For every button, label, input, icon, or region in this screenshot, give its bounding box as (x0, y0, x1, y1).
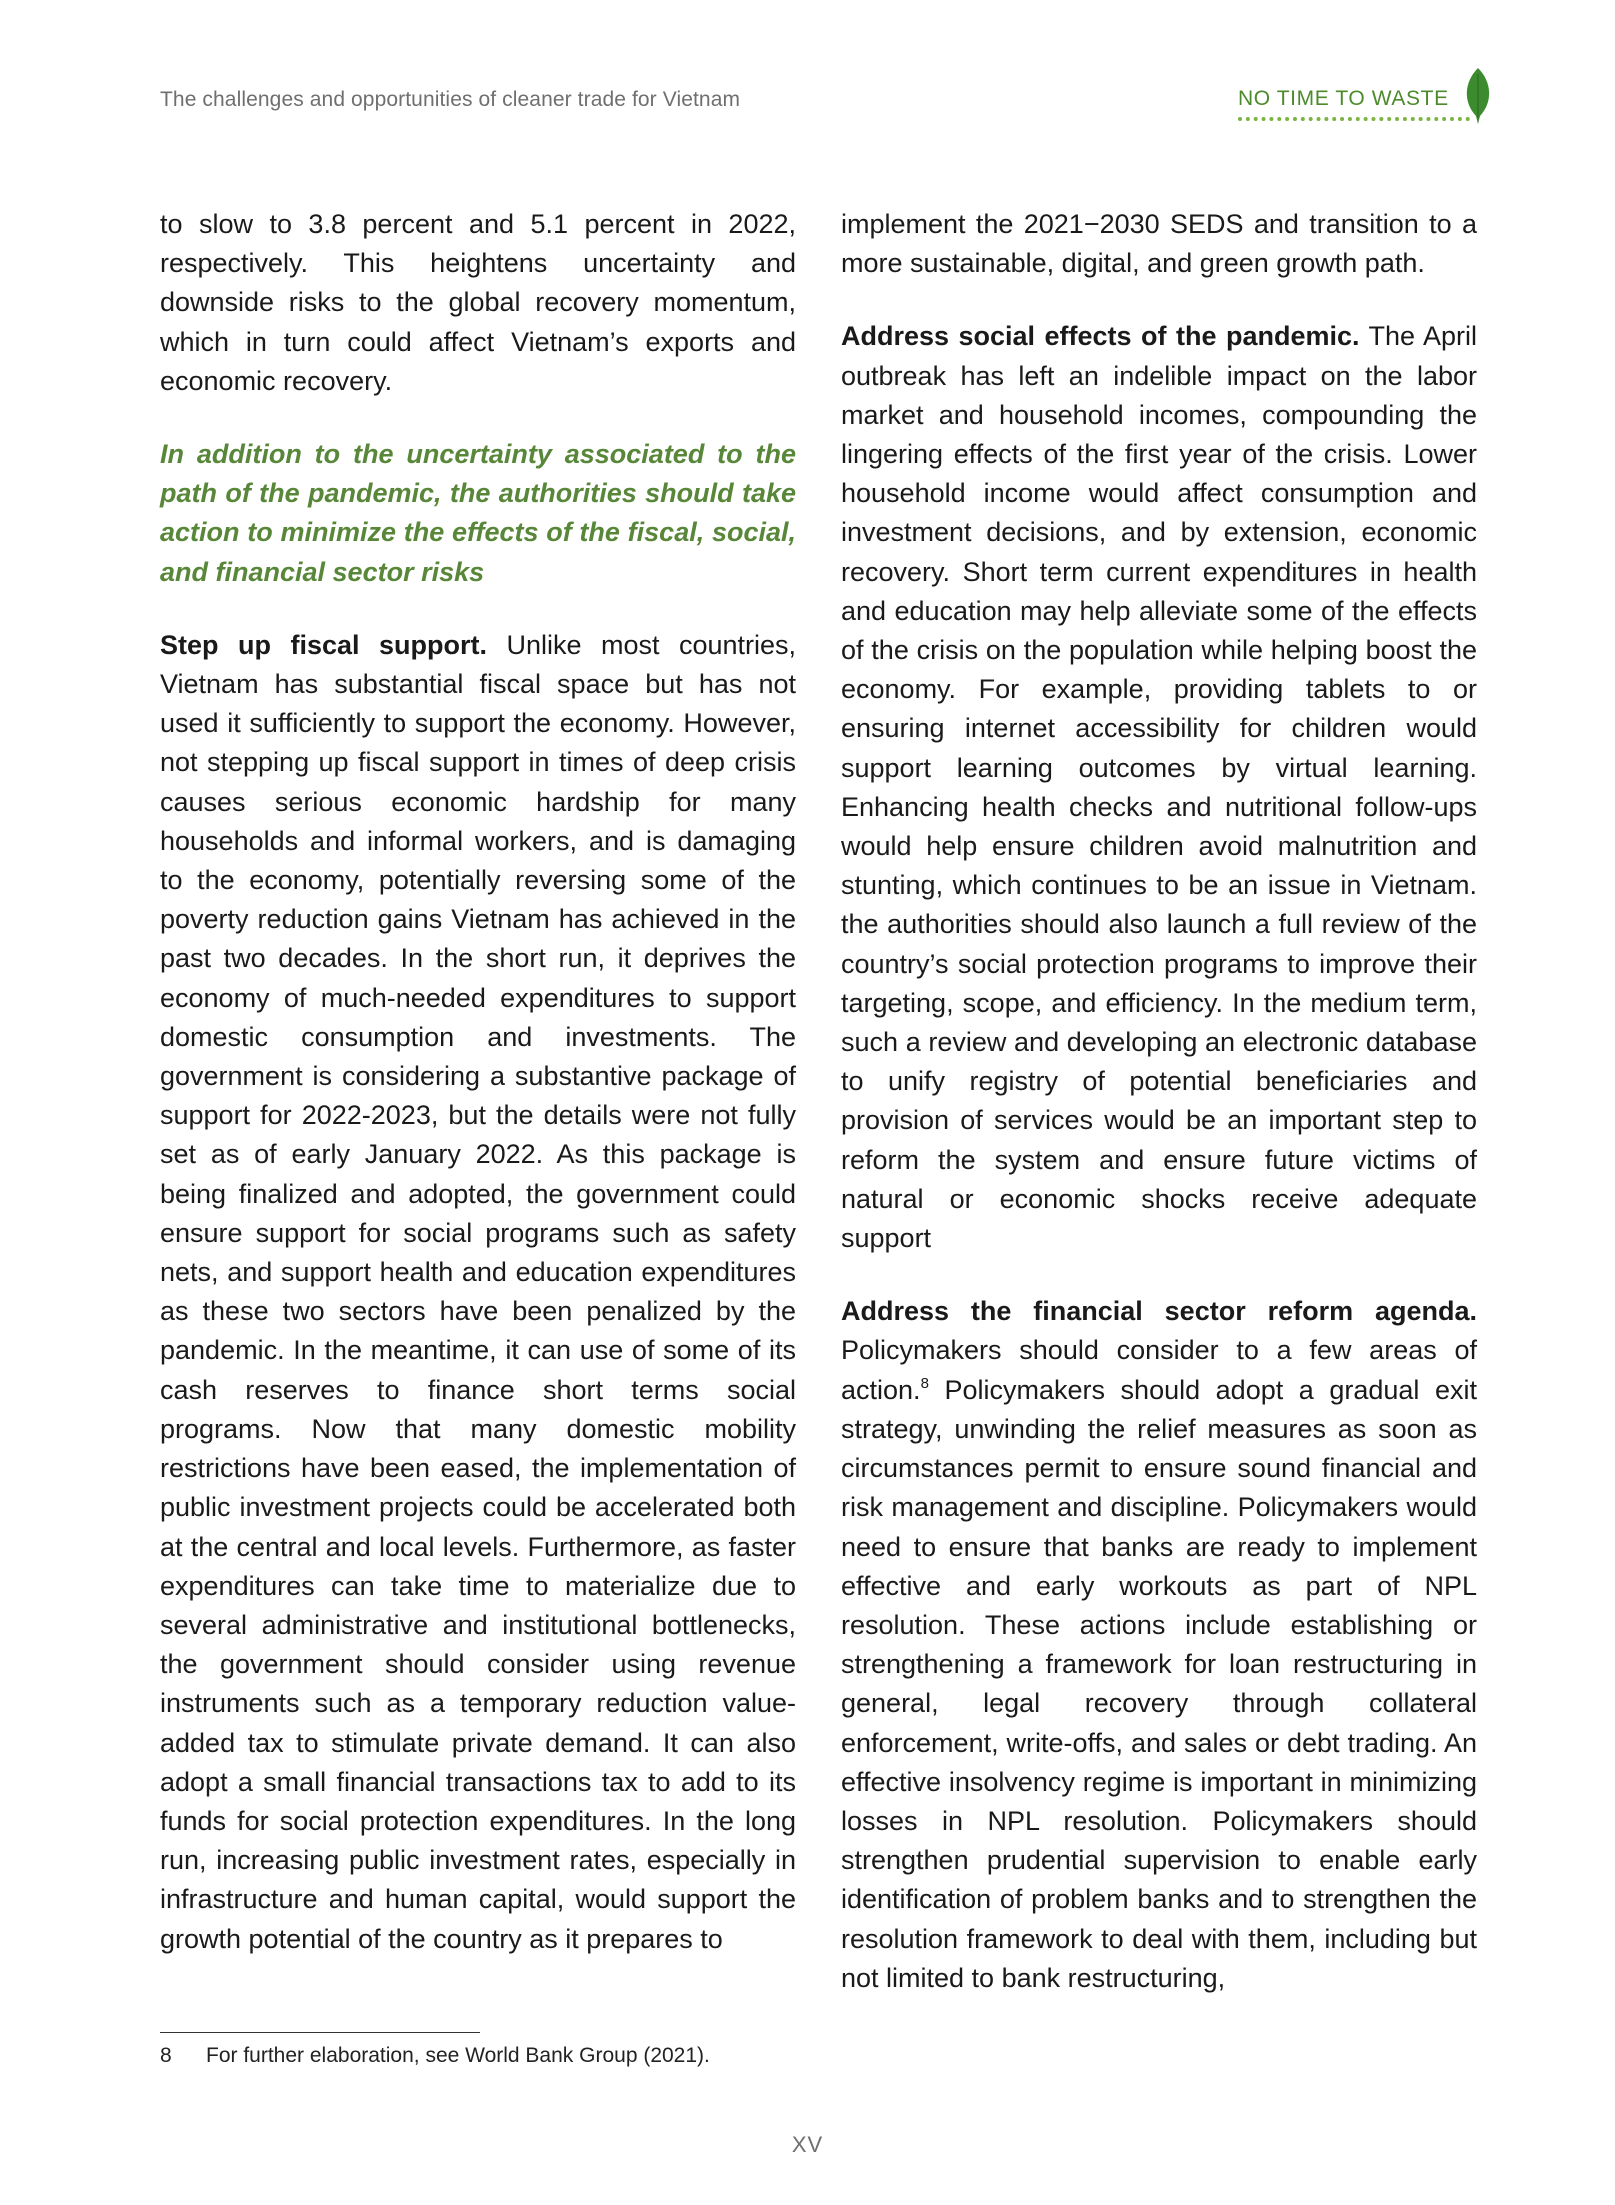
footnote-number: 8 (160, 2044, 172, 2067)
paragraph-lead: Step up fiscal support. (160, 629, 487, 660)
brand-dotted-rule (1238, 117, 1470, 121)
paragraph-social-effects (841, 317, 1477, 1258)
footnote-text: For further elaboration, see World Bank Group (2021). (206, 2044, 710, 2067)
footnote (160, 2042, 710, 2070)
paragraph-body: Policymakers should adopt a gradual exit strategy, unwinding the relief measures as soon as circumstances permit to ensure sound financial and risk management and discipline. Policymakers would need to ensure that banks are ready to implement effective and early workouts as part of NPL resolution. These actions include establishing or strengthening a framework for loan restructuring in general, legal recovery through collateral enforcement, write-offs, and sales or debt trading. An effective insolvency regime is important in minimizing losses in NPL resolution. Policymakers should strengthen prudential supervision to enable early identification of problem banks and to strengthen the resolution framework to deal with them, including but not limited to bank restructuring, (841, 1374, 1477, 1993)
footnote-divider (160, 2032, 480, 2033)
footnote-reference[interactable]: 8 (920, 1374, 929, 1392)
paragraph-fiscal-support (160, 626, 796, 1959)
paragraph-continuation: to slow to 3.8 percent and 5.1 percent in 2022, respectively. This heightens uncertainty and downside risks to the global recovery momentum, which in turn could affect Vietnam’s exports and economic recovery. (160, 209, 796, 396)
paragraph-financial-sector (841, 1292, 1477, 1998)
leaf-icon (1462, 66, 1494, 126)
paragraph-body: The April outbreak has left an indelible impact on the labor market and household incomes, compounding the lingering effects of the first year of the crisis. Lower household income would affect consumption and investment decisions, and by extension, economic recovery. Short term current expenditures in health and education may help alleviate some of the effects of the crisis on the population while helping boost the economy. For example, providing tablets to or ensuring internet accessibility for children would support learning outcomes by virtual learning. Enhancing health checks and nutritional follow-ups would help ensure children avoid malnutrition and stunting, which continues to be an issue in Vietnam. the authorities should also launch a full review of the country’s social protection programs to improve their targeting, scope, and efficiency. In the medium term, such a review and developing an electronic database to unify registry of potential beneficiaries and provision of services would be an important step to reform the system and ensure future victims of natural or economic shocks receive adequate support (841, 321, 1477, 1254)
paragraph-continuation: implement the 2021−2030 SEDS and transition to a more sustainable, digital, and green growth path. (841, 209, 1477, 279)
brand-label: NO TIME TO WASTE (1238, 87, 1449, 110)
right-column (841, 205, 1477, 2032)
callout-heading: In addition to the uncertainty associated to the path of the pandemic, the authorities should take action to minimize the effects of the fiscal, social, and financial sector risks (160, 439, 796, 587)
paragraph-body: Unlike most countries, Vietnam has substantial fiscal space but has not used it sufficiently to support the economy. However, not stepping up fiscal support in times of deep crisis causes serious economic hardship for many households and informal workers, and is damaging to the economy, potentially reversing some of the poverty reduction gains Vietnam has achieved in the past two decades. In the short run, it deprives the economy of much-needed expenditures to support domestic consumption and investments. The government is considering a substantive package of support for 2022-2023, but the details were not fully set as of early January 2022. As this package is being finalized and adopted, the government could ensure support for social programs such as safety nets, and support health and education expenditures as these two sectors have been penalized by the pandemic. In the meantime, it can use of some of its cash reserves to finance short terms social programs. Now that many domestic mobility restrictions have been eased, the implementation of public investment projects could be accelerated both at the central and local levels. Furthermore, as faster expenditures can take time to materialize due to several administrative and institutional bottlenecks, the government should consider using revenue instruments such as a temporary reduction value-added tax to stimulate private demand. It can also adopt a small financial transactions tax to add to its funds for social protection expenditures. In the long run, increasing public investment rates, especially in infrastructure and human capital, would support the growth potential of the country as it prepares to (160, 629, 796, 1954)
running-title: The challenges and opportunities of cleaner trade for Vietnam (160, 88, 741, 111)
paragraph-lead: Address the financial sector reform agenda. (841, 1296, 1477, 1327)
paragraph-lead: Address social effects of the pandemic. (841, 321, 1360, 352)
left-column (160, 205, 796, 1993)
page-number: XV (791, 2132, 824, 2157)
paragraph-body: Policymakers should consider to a few areas of action. (841, 1335, 1477, 1405)
